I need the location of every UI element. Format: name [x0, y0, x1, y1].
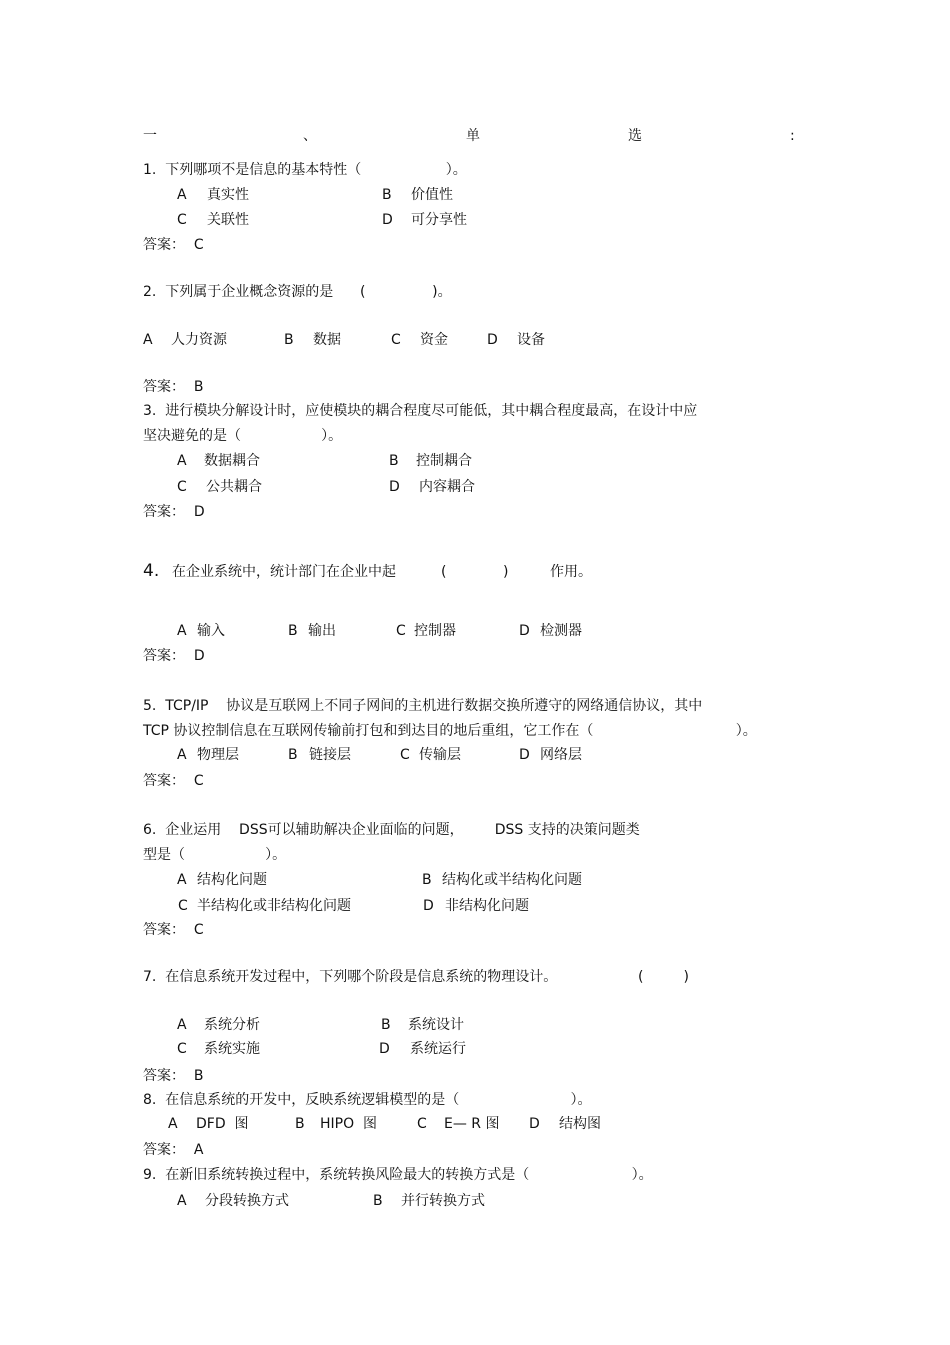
- option-letter: A: [177, 1017, 187, 1033]
- option-text: 控制耦合: [416, 453, 472, 469]
- answer: 答案： D: [143, 504, 205, 520]
- answer: 答案： C: [143, 237, 204, 253]
- option-letter: A: [177, 187, 187, 203]
- option-letter: A: [177, 453, 187, 469]
- option-text: 系统分析: [204, 1017, 260, 1033]
- option-letter: C: [391, 332, 401, 348]
- answer: 答案： B: [143, 1068, 204, 1084]
- title-char: 选: [628, 128, 642, 144]
- option-letter: D: [519, 623, 530, 639]
- option-text: 公共耦合: [206, 479, 262, 495]
- option-text: 数据耦合: [204, 453, 260, 469]
- option-letter: C: [177, 212, 187, 228]
- answer: 答案： C: [143, 773, 204, 789]
- option-letter: B: [295, 1116, 305, 1132]
- title-char: 、: [303, 128, 317, 144]
- question-stem: 1. 下列哪项不是信息的基本特性（ ）。: [143, 162, 467, 178]
- option-text: 结构化问题: [197, 872, 267, 888]
- option-text: 检测器: [540, 623, 582, 639]
- question-stem: 在企业系统中，统计部门在企业中起: [172, 564, 396, 580]
- option-text: 网络层: [540, 747, 582, 763]
- blank-close: ): [503, 564, 509, 580]
- option-letter: C: [178, 898, 188, 914]
- option-text: 分段转换方式: [205, 1193, 289, 1209]
- title-char: 单: [466, 128, 480, 144]
- option-letter: B: [373, 1193, 383, 1209]
- option-text: 真实性: [207, 187, 249, 203]
- option-letter: D: [519, 747, 530, 763]
- title-char: 一: [143, 128, 157, 144]
- answer-blank: ( ): [638, 969, 689, 985]
- option-text: 可分享性: [411, 212, 467, 228]
- question-stem: 3. 进行模块分解设计时，应使模块的耦合程度尽可能低，其中耦合程度最高，在设计中应: [143, 403, 698, 419]
- option-text: 人力资源: [171, 332, 227, 348]
- option-letter: C: [417, 1116, 427, 1132]
- option-letter: A: [143, 332, 153, 348]
- option-letter: D: [389, 479, 400, 495]
- option-letter: D: [529, 1116, 540, 1132]
- option-text: 物理层: [197, 747, 239, 763]
- question-stem-cont: 型是（ ）。: [143, 847, 287, 863]
- option-letter: C: [177, 479, 187, 495]
- question-stem-cont: 坚决避免的是（ ）。: [143, 428, 343, 444]
- answer: 答案： B: [143, 379, 204, 395]
- option-text: 价值性: [411, 187, 453, 203]
- option-text: 关联性: [207, 212, 249, 228]
- option-text: 输入: [197, 623, 225, 639]
- question-stem: 7. 在信息系统开发过程中，下列哪个阶段是信息系统的物理设计。: [143, 969, 558, 985]
- question-stem: 9. 在新旧系统转换过程中，系统转换风险最大的转换方式是（ ）。: [143, 1167, 653, 1183]
- option-text: 并行转换方式: [401, 1193, 485, 1209]
- question-number: 4.: [143, 561, 160, 581]
- blank-open: (: [441, 564, 447, 580]
- option-letter: B: [382, 187, 392, 203]
- option-text: DFD 图: [196, 1116, 249, 1132]
- question-stem: 6. 企业运用 DSS可以辅助解决企业面临的问题， DSS 支持的决策问题类: [143, 822, 640, 838]
- option-letter: B: [381, 1017, 391, 1033]
- option-letter: D: [379, 1041, 390, 1057]
- question-stem-tail: 作用。: [550, 564, 592, 580]
- option-letter: D: [382, 212, 393, 228]
- option-text: 结构化或半结构化问题: [442, 872, 582, 888]
- answer: 答案： A: [143, 1142, 204, 1158]
- question-stem: 5. TCP/IP 协议是互联网上不同子网间的主机进行数据交换所遵守的网络通信协议，其中: [143, 698, 703, 714]
- option-text: 系统运行: [410, 1041, 466, 1057]
- option-text: E— R 图: [444, 1116, 500, 1132]
- option-letter: A: [177, 623, 187, 639]
- option-text: 内容耦合: [419, 479, 475, 495]
- option-letter: D: [423, 898, 434, 914]
- option-text: 传输层: [419, 747, 461, 763]
- option-text: 数据: [313, 332, 341, 348]
- option-letter: A: [168, 1116, 178, 1132]
- option-letter: D: [487, 332, 498, 348]
- option-text: 系统设计: [408, 1017, 464, 1033]
- question-stem-cont: TCP 协议控制信息在互联网传输前打包和到达目的地后重组，它工作在（ ）。: [143, 723, 757, 739]
- option-letter: B: [389, 453, 399, 469]
- option-letter: A: [177, 1193, 187, 1209]
- option-text: 系统实施: [204, 1041, 260, 1057]
- option-text: 设备: [517, 332, 545, 348]
- option-text: HIPO 图: [320, 1116, 378, 1132]
- option-text: 结构图: [559, 1116, 601, 1132]
- question-stem: 2. 下列属于企业概念资源的是 ( )。: [143, 284, 452, 300]
- option-letter: C: [396, 623, 406, 639]
- option-letter: C: [400, 747, 410, 763]
- option-text: 输出: [308, 623, 336, 639]
- option-text: 链接层: [309, 747, 351, 763]
- option-text: 非结构化问题: [445, 898, 529, 914]
- question-stem: 8. 在信息系统的开发中，反映系统逻辑模型的是（ ）。: [143, 1092, 592, 1108]
- option-letter: B: [422, 872, 432, 888]
- answer: 答案： D: [143, 648, 205, 664]
- title-char: :: [790, 128, 795, 144]
- option-letter: B: [288, 623, 298, 639]
- option-letter: C: [177, 1041, 187, 1057]
- option-letter: B: [288, 747, 298, 763]
- answer: 答案： C: [143, 922, 204, 938]
- option-letter: A: [177, 872, 187, 888]
- option-text: 半结构化或非结构化问题: [197, 898, 351, 914]
- option-letter: A: [177, 747, 187, 763]
- option-letter: B: [284, 332, 294, 348]
- option-text: 控制器: [414, 623, 456, 639]
- option-text: 资金: [420, 332, 448, 348]
